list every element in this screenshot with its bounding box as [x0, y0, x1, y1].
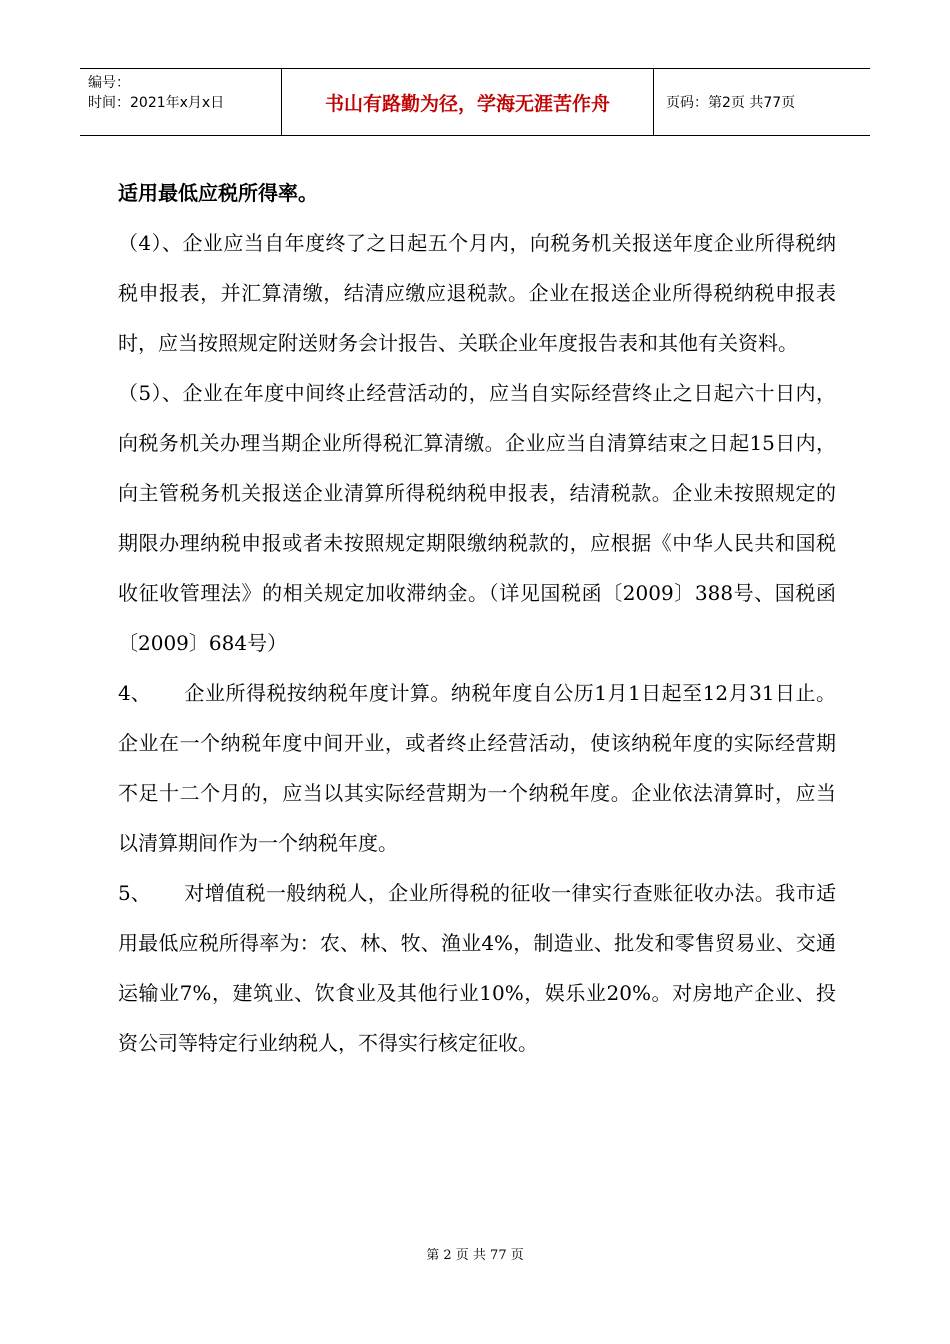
paragraph-3-number: 4、 — [118, 681, 151, 705]
page-footer: 第 2 页 共 77 页 — [426, 1248, 524, 1263]
paragraph-4-text: 对增值税一般纳税人，企业所得税的征收一律实行查账征收办法。我市适用最低应税所得率为：农、林、牧、渔业4%，制造业、批发和零售贸易业、交通运输业7%，建筑业、饮食业及其他行业10%，娱乐业20%。对房地产企业、投资公司等特定行业纳税人，不得实行核定征收。 — [118, 881, 836, 1055]
page-header — [80, 68, 870, 136]
paragraph-1: （4）、企业应当自年度终了之日起五个月内，向税务机关报送年度企业所得税纳税申报表，并汇算清缴，结清应缴应退税款。企业在报送企业所得税纳税申报表时，应当按照规定附送财务会计报告、关联企业年度报告表和其他有关资料。 — [118, 231, 836, 355]
paragraph-4-number: 5、 — [118, 881, 151, 905]
paragraph-0: 适用最低应税所得率。 — [118, 181, 318, 205]
paragraph-2: （5）、企业在年度中间终止经营活动的，应当自实际经营终止之日起六十日内，向税务机关办理当期企业所得税汇算清缴。企业应当自清算结束之日起15日内，向主管税务机关报送企业清算所得税纳税申报表，结清税款。企业未按照规定的期限办理纳税申报或者未按照规定期限缴纳税款的，应根据《中华人民共和国税收征收管理法》的相关规定加收滞纳金。（详见国税函〔2009〕388号、国税函〔2009〕684号） — [118, 381, 836, 655]
header-page-info: 页码：第2页 共77页 — [666, 95, 796, 111]
paragraph-3-text: 企业所得税按纳税年度计算。纳税年度自公历1月1日起至12月31日止。企业在一个纳税年度中间开业，或者终止经营活动，使该纳税年度的实际经营期不足十二个月的，应当以其实际经营期为一个纳税年度。企业依法清算时，应当以清算期间作为一个纳税年度。 — [118, 681, 836, 855]
paragraph-3 — [118, 668, 836, 868]
header-meta — [80, 69, 282, 135]
document-body — [118, 168, 836, 1068]
number-label: 编号： — [88, 75, 130, 91]
header-motto: 书山有路勤为径，学海无涯苦作舟 — [282, 69, 654, 135]
paragraph-4 — [118, 868, 836, 1068]
date-label: 时间：2021年x月x日 — [88, 95, 225, 111]
